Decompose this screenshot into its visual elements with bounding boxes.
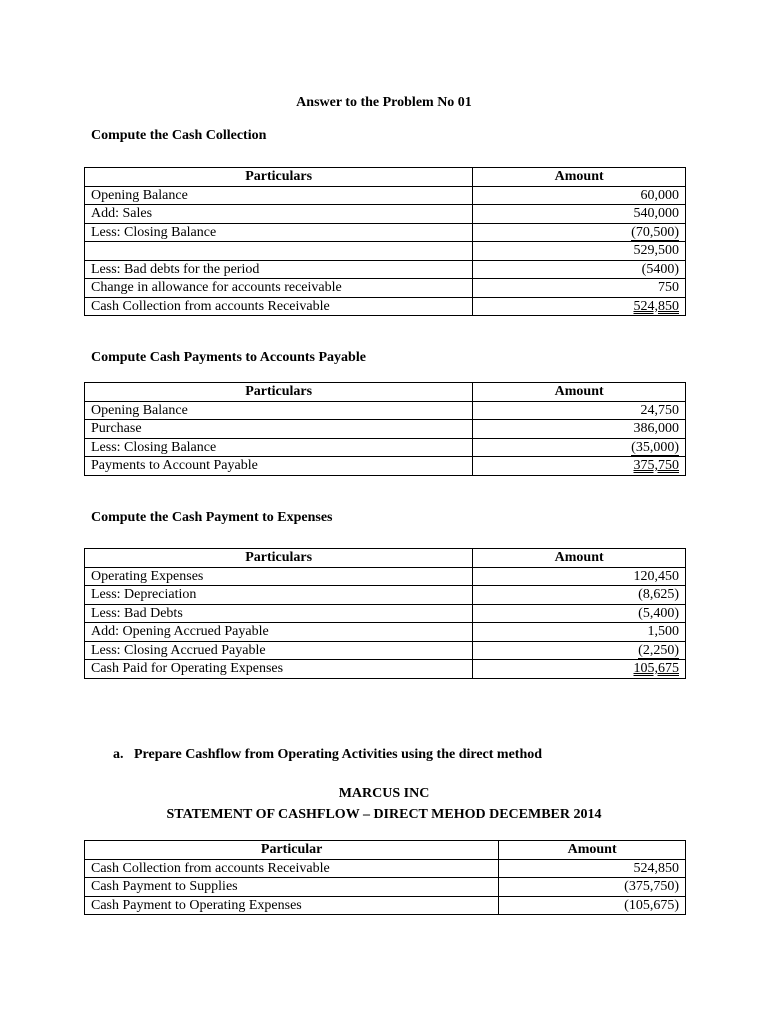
table-row <box>85 223 686 242</box>
table-row <box>85 878 686 897</box>
row-amount <box>473 223 686 242</box>
column-header-amount: Amount <box>473 383 686 402</box>
table-row <box>85 567 686 586</box>
table-header-row <box>85 549 686 568</box>
row-label: Cash Paid for Operating Expenses <box>85 660 473 679</box>
row-amount: 540,000 <box>473 205 686 224</box>
table-row <box>85 623 686 642</box>
row-amount-total <box>473 297 686 316</box>
row-label: Less: Depreciation <box>85 586 473 605</box>
row-amount <box>473 641 686 660</box>
row-label: Purchase <box>85 420 473 439</box>
row-amount: 60,000 <box>473 186 686 205</box>
row-amount-value: (2,250) <box>638 642 679 658</box>
total-value: 105,675 <box>633 661 679 676</box>
table-header-row <box>85 168 686 187</box>
column-header-amount: Amount <box>499 841 686 860</box>
row-amount-value: (70,500) <box>631 224 679 240</box>
column-header-amount: Amount <box>473 168 686 187</box>
row-label: Less: Closing Accrued Payable <box>85 641 473 660</box>
table-row <box>85 279 686 298</box>
table-row <box>85 586 686 605</box>
row-label: Less: Bad Debts <box>85 604 473 623</box>
row-amount: (375,750) <box>499 878 686 897</box>
table-row <box>85 420 686 439</box>
company-name: MARCUS INC <box>338 786 430 801</box>
column-header-amount: Amount <box>473 549 686 568</box>
row-label: Add: Sales <box>85 205 473 224</box>
total-value: 375,750 <box>633 458 679 473</box>
row-amount: (105,675) <box>499 896 686 915</box>
row-amount: 524,850 <box>499 859 686 878</box>
cashflow-statement-table <box>84 840 686 915</box>
row-label <box>85 242 473 261</box>
row-label: Change in allowance for accounts receivable <box>85 279 473 298</box>
page-title: Answer to the Problem No 01 <box>296 95 472 110</box>
column-header-particulars: Particulars <box>85 168 473 187</box>
section-heading-cash-collection: Compute the Cash Collection <box>91 128 267 143</box>
row-label: Less: Bad debts for the period <box>85 260 473 279</box>
row-amount: 750 <box>473 279 686 298</box>
row-amount: (5400) <box>473 260 686 279</box>
row-label: Opening Balance <box>85 401 473 420</box>
total-value: 524,850 <box>633 298 679 314</box>
row-label: Cash Payment to Operating Expenses <box>85 896 499 915</box>
table-row <box>85 186 686 205</box>
row-amount-value: (35,000) <box>631 439 679 455</box>
row-label: Cash Collection from accounts Receivable <box>85 859 499 878</box>
row-amount: 120,450 <box>473 567 686 586</box>
table-row <box>85 896 686 915</box>
cash-collection-table <box>84 167 686 316</box>
row-amount <box>473 438 686 457</box>
row-label: Operating Expenses <box>85 567 473 586</box>
column-header-particulars: Particulars <box>85 383 473 402</box>
table-header-row <box>85 383 686 402</box>
row-label: Cash Collection from accounts Receivable <box>85 297 473 316</box>
accounts-payable-table <box>84 382 686 476</box>
table-row <box>85 604 686 623</box>
row-label: Add: Opening Accrued Payable <box>85 623 473 642</box>
section-heading-accounts-payable: Compute Cash Payments to Accounts Payable <box>91 350 366 365</box>
row-label: Less: Closing Balance <box>85 438 473 457</box>
row-label: Less: Closing Balance <box>85 223 473 242</box>
row-amount: 24,750 <box>473 401 686 420</box>
row-label: Payments to Account Payable <box>85 457 473 476</box>
column-header-particular: Particular <box>85 841 499 860</box>
statement-title: STATEMENT OF CASHFLOW – DIRECT MEHOD DECEMBER 2014 <box>166 807 602 822</box>
row-amount: 386,000 <box>473 420 686 439</box>
expenses-table <box>84 548 686 679</box>
section-heading-direct-method: a. Prepare Cashflow from Operating Activities using the direct method <box>113 747 543 762</box>
table-row-total <box>85 660 686 679</box>
row-amount-total <box>473 457 686 476</box>
row-label: Cash Payment to Supplies <box>85 878 499 897</box>
row-amount: (8,625) <box>473 586 686 605</box>
row-amount: 1,500 <box>473 623 686 642</box>
row-amount: (5,400) <box>473 604 686 623</box>
table-row <box>85 401 686 420</box>
table-header-row <box>85 841 686 860</box>
row-amount-total <box>473 660 686 679</box>
row-label: Opening Balance <box>85 186 473 205</box>
table-row <box>85 641 686 660</box>
table-row-total <box>85 457 686 476</box>
row-amount: 529,500 <box>473 242 686 261</box>
table-row <box>85 260 686 279</box>
table-row-total <box>85 297 686 316</box>
table-row <box>85 859 686 878</box>
table-row <box>85 205 686 224</box>
section-heading-expenses: Compute the Cash Payment to Expenses <box>91 510 333 525</box>
column-header-particulars: Particulars <box>85 549 473 568</box>
table-row <box>85 438 686 457</box>
table-row <box>85 242 686 261</box>
